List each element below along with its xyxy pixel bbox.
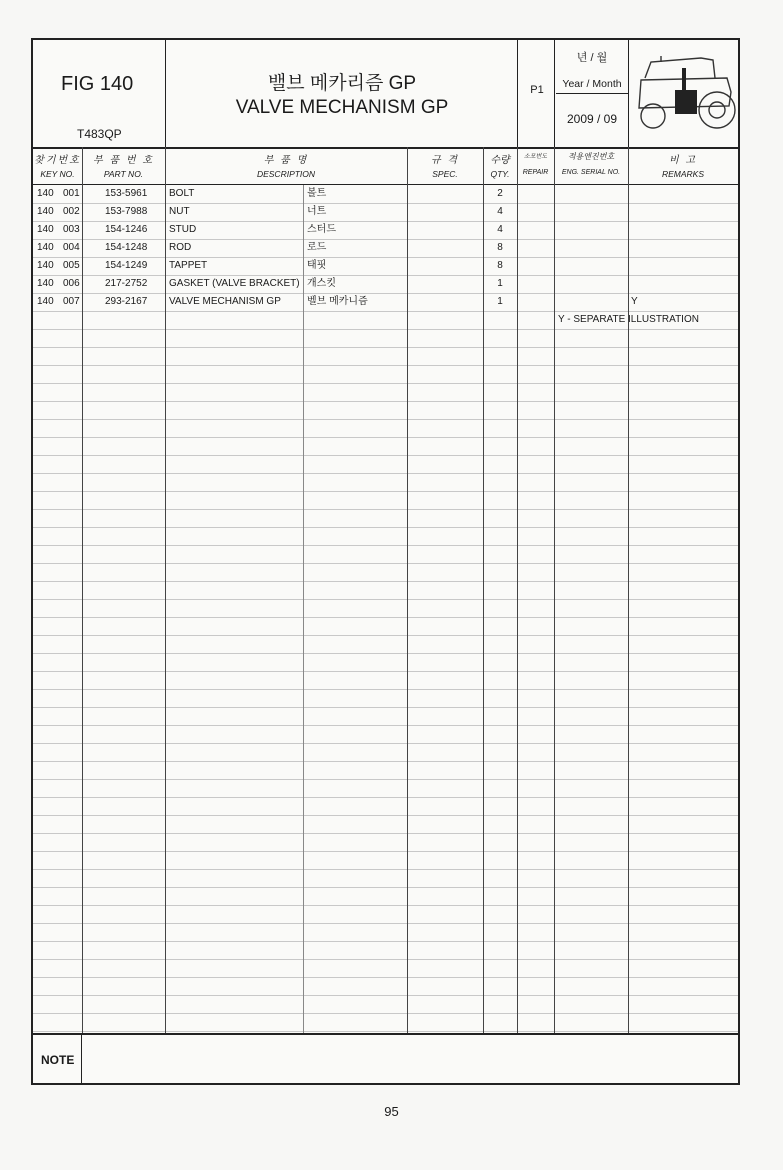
cell-qty: 4 xyxy=(497,206,503,217)
table-row xyxy=(33,581,738,600)
cell-qty: 8 xyxy=(497,242,503,253)
cell-part-no: 153-5961 xyxy=(105,188,148,199)
table-row xyxy=(33,419,738,438)
cell-desc-en: TAPPET xyxy=(169,260,208,271)
cell-part-no: 293-2167 xyxy=(105,296,148,307)
cell-key-fig: 140 xyxy=(37,242,54,253)
cell-part-no: 217-2752 xyxy=(105,278,148,289)
table-row xyxy=(33,221,738,240)
footnote: Y - SEPARATE ILLUSTRATION xyxy=(558,314,699,325)
title-english: VALVE MECHANISM GP xyxy=(235,97,449,118)
cell-key-fig: 140 xyxy=(37,206,54,217)
page-code: P1 xyxy=(530,84,544,96)
table-row xyxy=(33,959,738,978)
col-remarks-ko: 비 고 xyxy=(668,155,698,166)
cell-part-no: 154-1246 xyxy=(105,224,148,235)
table-row xyxy=(33,815,738,834)
table-row xyxy=(33,203,738,222)
cell-desc-en: VALVE MECHANISM GP xyxy=(169,296,281,307)
cell-qty: 4 xyxy=(497,224,503,235)
table-row xyxy=(33,401,738,420)
table-row xyxy=(33,779,738,798)
cell-remarks: Y xyxy=(631,296,638,307)
table-row xyxy=(33,635,738,654)
sheet-header xyxy=(33,40,738,149)
table-row xyxy=(33,527,738,546)
cell-desc-ko: 스터드 xyxy=(307,224,336,235)
cell-part-no: 154-1249 xyxy=(105,260,148,271)
table-row xyxy=(33,509,738,528)
parts-sheet xyxy=(31,38,740,1085)
cell-key-fig: 140 xyxy=(37,296,54,307)
year-month-label-ko: 년 / 월 xyxy=(576,52,608,64)
table-row xyxy=(33,437,738,456)
cell-key-no: 006 xyxy=(63,278,80,289)
col-repair: REPAIR xyxy=(522,169,549,176)
table-row xyxy=(33,311,738,330)
table-row xyxy=(33,599,738,618)
col-part: PART NO. xyxy=(103,169,144,179)
cell-desc-ko: 볼트 xyxy=(307,188,327,199)
table-row xyxy=(33,347,738,366)
table-row xyxy=(33,455,738,474)
col-remarks: REMARKS xyxy=(661,169,705,179)
table-row xyxy=(33,653,738,672)
cell-key-fig: 140 xyxy=(37,260,54,271)
tractor-icon xyxy=(631,48,737,140)
note-label: NOTE xyxy=(41,1053,75,1067)
page-number: 95 xyxy=(384,1104,399,1119)
table-row xyxy=(33,293,738,312)
cell-key-fig: 140 xyxy=(37,278,54,289)
table-row xyxy=(33,869,738,888)
col-spec: SPEC. xyxy=(432,169,458,179)
col-serial-ko: 적용엔진번호 xyxy=(567,152,615,161)
cell-desc-ko: 너트 xyxy=(307,206,327,217)
table-row xyxy=(33,491,738,510)
col-repair-ko: 소모번도 xyxy=(523,154,548,160)
col-key-ko: 찾기번호 xyxy=(34,155,81,166)
table-row xyxy=(33,887,738,906)
cell-desc-en: STUD xyxy=(169,224,197,235)
table-row xyxy=(33,617,738,636)
table-row xyxy=(33,1013,738,1032)
table-row xyxy=(33,851,738,870)
cell-qty: 8 xyxy=(497,260,503,271)
table-row xyxy=(33,473,738,492)
cell-desc-ko: 개스킷 xyxy=(307,278,336,289)
cell-key-no: 002 xyxy=(63,206,80,217)
table-row xyxy=(33,797,738,816)
cell-desc-en: ROD xyxy=(169,242,192,253)
cell-part-no: 154-1248 xyxy=(105,242,148,253)
year-month-label: Year / Month xyxy=(562,78,622,90)
table-row xyxy=(33,689,738,708)
table-row xyxy=(33,545,738,564)
table-row xyxy=(33,671,738,690)
col-qty: QTY. xyxy=(490,169,510,179)
cell-desc-en: NUT xyxy=(169,206,190,217)
table-row xyxy=(33,761,738,780)
col-desc-ko: 부 품 명 xyxy=(263,155,309,166)
table-row xyxy=(33,833,738,852)
col-desc: DESCRIPTION xyxy=(256,169,316,179)
cell-key-no: 004 xyxy=(63,242,80,253)
col-spec-ko: 규 격 xyxy=(430,155,460,166)
table-row xyxy=(33,995,738,1014)
cell-key-fig: 140 xyxy=(37,224,54,235)
table-row xyxy=(33,941,738,960)
col-part-ko: 부 품 번 호 xyxy=(93,155,154,166)
table-row xyxy=(33,923,738,942)
table-row xyxy=(33,383,738,402)
col-key: KEY NO. xyxy=(40,169,75,179)
cell-desc-ko: 벨브 메카니즘 xyxy=(307,296,368,307)
table-row xyxy=(33,977,738,996)
table-row xyxy=(33,725,738,744)
table-row xyxy=(33,707,738,726)
cell-key-no: 007 xyxy=(63,296,80,307)
cell-key-no: 005 xyxy=(63,260,80,271)
cell-key-no: 001 xyxy=(63,188,80,199)
table-row xyxy=(33,743,738,762)
col-qty-ko: 수량 xyxy=(490,155,510,166)
note-section xyxy=(33,1033,738,1085)
col-serial: ENG. SERIAL NO. xyxy=(561,169,621,176)
cell-key-fig: 140 xyxy=(37,188,54,199)
cell-qty: 2 xyxy=(497,188,503,199)
table-row xyxy=(33,563,738,582)
column-header xyxy=(33,147,738,185)
cell-qty: 1 xyxy=(497,278,503,289)
table-row xyxy=(33,275,738,294)
cell-desc-en: BOLT xyxy=(169,188,195,199)
cell-desc-ko: 로드 xyxy=(307,242,327,253)
parts-table xyxy=(33,185,738,1033)
cell-desc-ko: 태핏 xyxy=(307,260,327,271)
table-row xyxy=(33,365,738,384)
table-row xyxy=(33,257,738,276)
cell-key-no: 003 xyxy=(63,224,80,235)
figure-number: FIG 140 xyxy=(61,73,134,95)
cell-part-no: 153-7988 xyxy=(105,206,148,217)
model-code: T483QP xyxy=(77,127,122,141)
table-row xyxy=(33,239,738,258)
year-month-value: 2009 / 09 xyxy=(566,112,618,126)
title-korean: 밸브 메카리즘 GP xyxy=(267,73,417,94)
cell-qty: 1 xyxy=(497,296,503,307)
cell-desc-en: GASKET (VALVE BRACKET) xyxy=(169,278,300,289)
table-row xyxy=(33,905,738,924)
table-row xyxy=(33,185,738,204)
table-row xyxy=(33,329,738,348)
